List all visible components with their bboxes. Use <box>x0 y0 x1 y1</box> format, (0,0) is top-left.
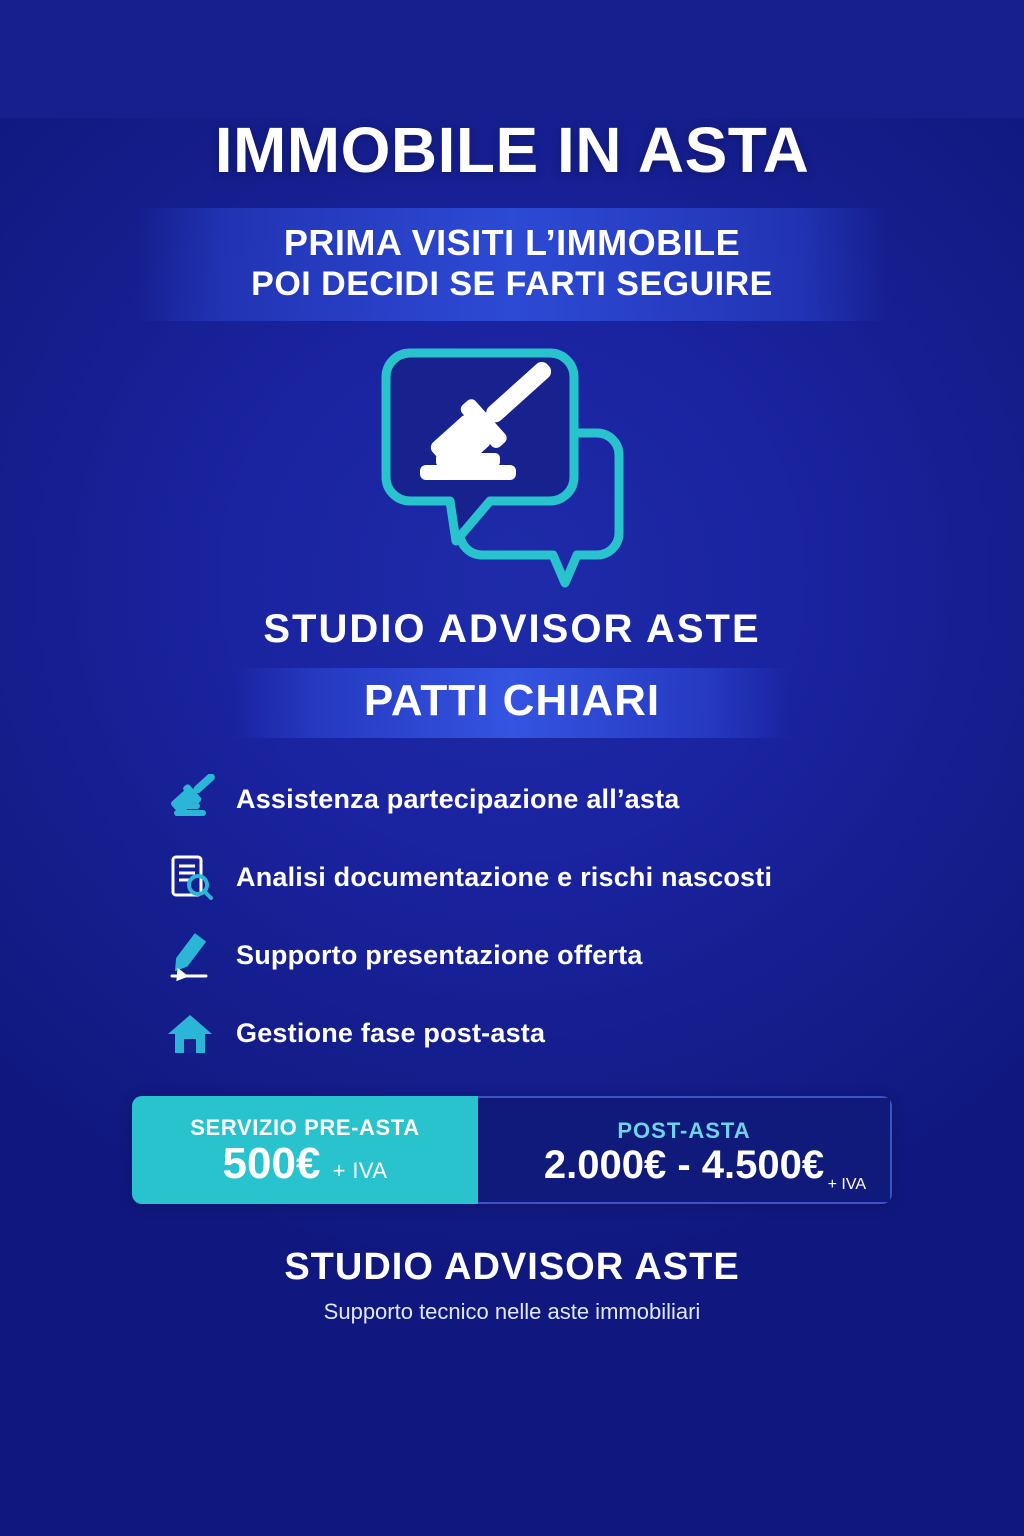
footer-title: STUDIO ADVISOR ASTE <box>284 1245 740 1288</box>
footer <box>0 1246 1024 1325</box>
price-card-post-asta <box>478 1096 892 1204</box>
brand-name: STUDIO ADVISOR ASTE <box>263 606 761 651</box>
subtitle-banner <box>134 208 890 321</box>
gavel-icon <box>162 772 218 828</box>
page-title: IMMOBILE IN ASTA <box>214 114 810 186</box>
poster-canvas <box>0 114 1024 1536</box>
house-icon <box>162 1006 218 1062</box>
subtitle-line-2: POI DECIDI SE FARTI SEGUIRE <box>251 265 773 304</box>
tagline-banner: PATTI CHIARI <box>232 668 792 738</box>
logo <box>0 343 1024 593</box>
pen-signature-icon <box>162 928 218 984</box>
price-post-vat: + IVA <box>827 1175 866 1193</box>
list-item <box>162 772 892 828</box>
list-item <box>162 850 892 906</box>
price-row <box>132 1096 892 1204</box>
price-pre-vat: + IVA <box>332 1158 388 1184</box>
subtitle-line-1: PRIMA VISITI L’IMMOBILE <box>283 222 741 263</box>
list-item-label: Analisi documentazione e rischi nascosti <box>236 862 773 893</box>
feature-list <box>132 772 892 1062</box>
list-item-label: Assistenza partecipazione all’asta <box>236 784 680 815</box>
price-pre-label: SERVIZIO PRE-ASTA <box>190 1115 420 1141</box>
list-item <box>162 928 892 984</box>
price-post-label: POST-ASTA <box>617 1117 751 1143</box>
gavel-speech-bubble-icon <box>362 343 662 593</box>
price-card-pre-asta <box>132 1096 478 1204</box>
list-item-label: Gestione fase post-asta <box>236 1018 546 1049</box>
price-pre-amount: 500€ <box>222 1139 321 1189</box>
price-pre-amount-wrap <box>223 1141 388 1187</box>
list-item-label: Supporto presentazione offerta <box>236 940 643 971</box>
list-item <box>162 1006 892 1062</box>
price-post-amount: 2.000€ - 4.500€ <box>543 1142 825 1187</box>
document-search-icon <box>162 850 218 906</box>
footer-subtitle: Supporto tecnico nelle aste immobiliari <box>323 1298 701 1324</box>
